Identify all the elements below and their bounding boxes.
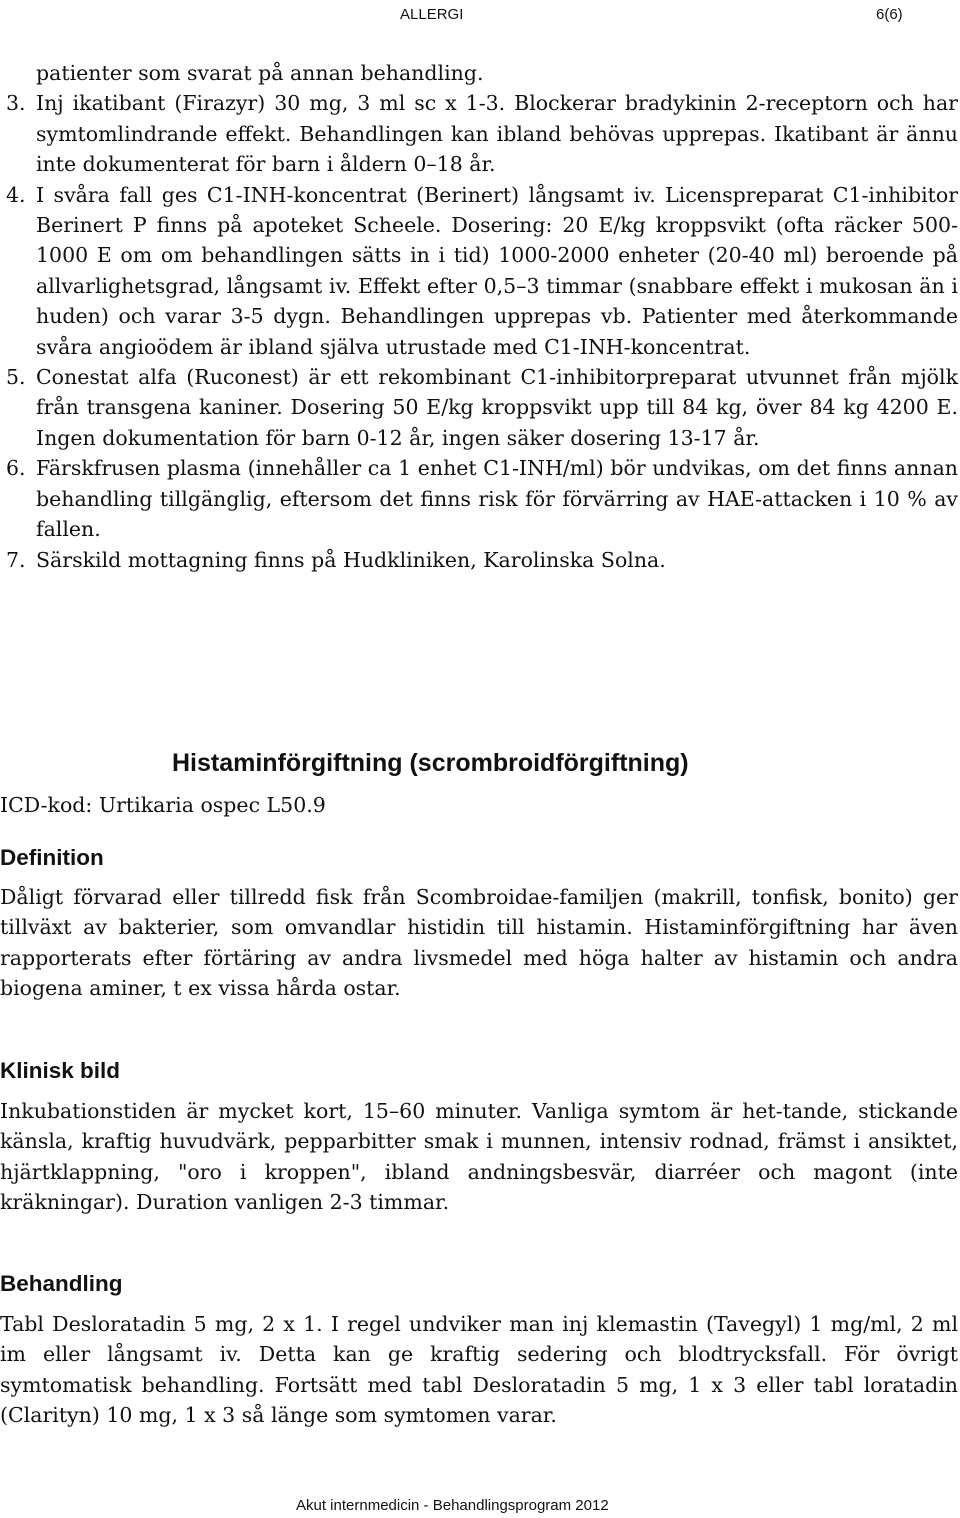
list-item: [0, 180, 958, 362]
icd-code: ICD-kod: Urtikaria ospec L50.9: [0, 793, 326, 817]
header-page-number: 6(6): [876, 6, 903, 23]
numbered-list: [0, 58, 958, 575]
list-item-continuation: [0, 58, 958, 88]
page-footer: Akut internmedicin - Behandlingsprogram 2012: [296, 1497, 609, 1514]
list-item-number: 7.: [6, 547, 26, 572]
list-item: [0, 453, 958, 544]
list-item-text: Conestat alfa (Ruconest) är ett rekombinant C1-inhibitorpreparat utvunnet från mjölk från transgena kaniner. Dosering 50 E/kg kroppsvikt upp till 84 kg, över 84 kg 4200 E. Ingen dokumentation för barn 0-12 år, ingen säker dosering 13-17 år.: [36, 365, 958, 450]
section-title: Histaminförgiftning (scrombroidförgiftning): [172, 749, 689, 777]
list-item-text: Inj ikatibant (Firazyr) 30 mg, 3 ml sc x 1-3. Blockerar bradykinin 2-receptorn och har symtomlindrande effekt. Behandlingen kan ibland behövas upprepas. Ikatibant är ännu inte dokumenterat för barn i åldern 0–18 år.: [36, 91, 958, 177]
clinical-text: Inkubationstiden är mycket kort, 15–60 minuter. Vanliga symtom är het-tande, stickande känsla, kraftig huvudvärk, pepparbitter smak i munnen, intensiv rodnad, främst i ansiktet, hjärtklappning, "oro i kroppen", ibland andningsbesvär, diarréer och magont (inte kräkningar). Duration vanligen 2-3 timmar.: [0, 1099, 958, 1215]
list-item: [0, 545, 958, 575]
list-item-text: patienter som svarat på annan behandling.: [36, 61, 484, 85]
definition-text: Dåligt förvarad eller tillredd fisk från Scombroidae-familjen (makrill, tonfisk, bonito) ger tillväxt av bakterier, som omvandlar histidin till histamin. Histaminförgiftning har även rapporterats efter förtäring av andra livsmedel med höga halter av histamin och andra biogena aminer, t ex vissa hårda ostar.: [0, 885, 958, 1001]
list-item: [0, 362, 958, 453]
header-section-title: ALLERGI: [400, 6, 464, 23]
treatment-heading: Behandling: [0, 1271, 123, 1296]
list-item-number: 6.: [6, 456, 26, 481]
list-item-number: 3.: [6, 91, 26, 116]
list-item: [0, 88, 958, 179]
clinical-heading: Klinisk bild: [0, 1058, 121, 1083]
definition-heading: Definition: [0, 845, 104, 870]
page-header: [0, 6, 960, 26]
treatment-text: Tabl Desloratadin 5 mg, 2 x 1. I regel undviker man inj klemastin (Tavegyl) 1 mg/ml, 2 ml im eller långsamt iv. Detta kan ge kraftig sedering och blodtrycksfall. För övrigt symtomatisk behandling. Fortsätt med tabl Desloratadin 5 mg, 1 x 3 eller tabl loratadin (Clarityn) 10 mg, 1 x 3 så länge som symtomen varar.: [0, 1312, 958, 1428]
list-item-text: Särskild mottagning finns på Hudkliniken, Karolinska Solna.: [36, 547, 666, 572]
list-item-text: I svåra fall ges C1-INH-koncentrat (Berinert) långsamt iv. Licenspreparat C1-inhibitor Berinert P finns på apoteket Scheele. Dosering: 20 E/kg kroppsvikt (ofta räcker 500-1000 E om om behandlingen sätts in i tid) 1000-2000 enheter (20-40 ml) beroende på allvarlighetsgrad, långsamt iv. Effekt efter 0,5–3 timmar (snabbare effekt i mukosan än i huden) och varar 3-5 dygn. Behandlingen upprepas vb. Patienter med återkommande svåra angioödem är ibland själva utrustade med C1-INH-koncentrat.: [36, 182, 958, 359]
list-item-number: 5.: [6, 365, 26, 390]
list-item-text: Färskfrusen plasma (innehåller ca 1 enhet C1-INH/ml) bör undvikas, om det finns annan behandling tillgänglig, eftersom det finns risk för förvärring av HAE-attacken i 10 % av fallen.: [36, 456, 958, 542]
list-item-number: 4.: [6, 182, 26, 207]
